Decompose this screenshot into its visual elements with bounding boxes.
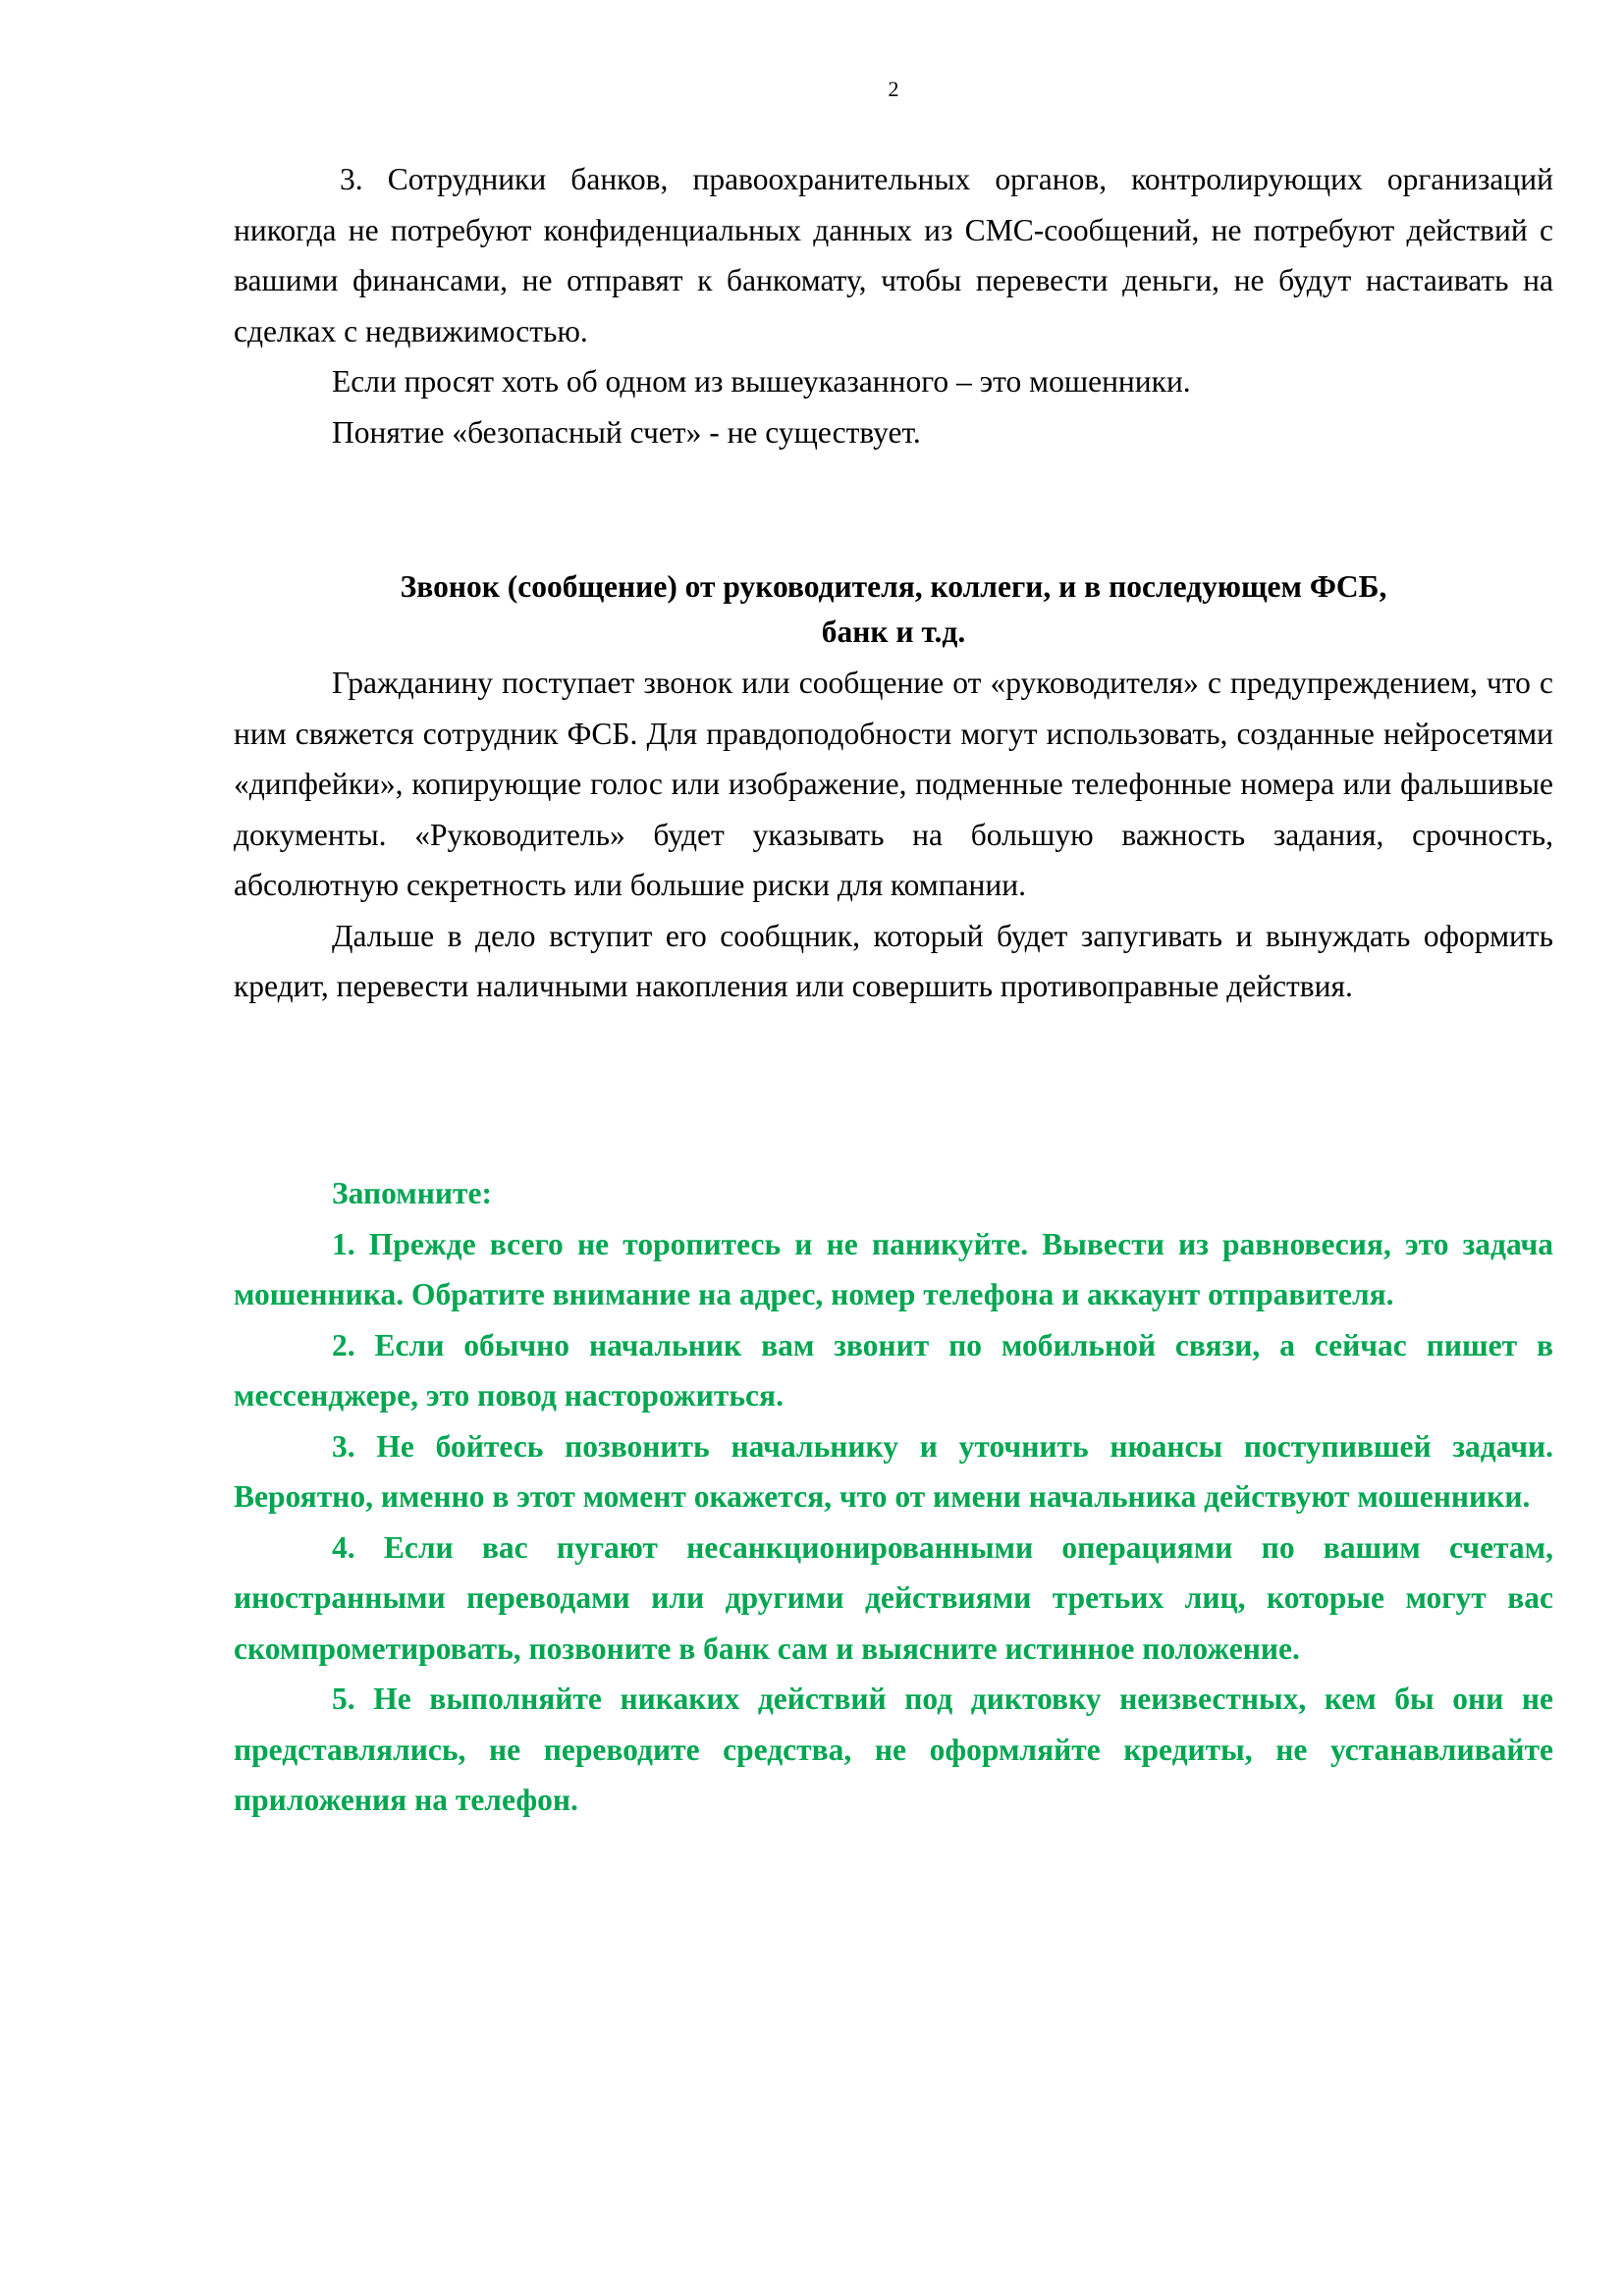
remember-title: Запомните: (332, 1176, 492, 1210)
section-heading-line-1: Звонок (сообщение) от руководителя, коллеги, и в последующем ФСБ, (400, 569, 1387, 604)
remember-item-3: 3. Не бойтесь позвонить начальнику и уточнить нюансы поступившей задачи. Вероятно, именно в этот момент окажется, что от имени начальника действуют мошенники. (234, 1428, 1553, 1514)
remember-section (234, 1168, 1553, 1826)
section-heading-line-2: банк и т.д. (821, 614, 966, 649)
intro-section (234, 154, 1553, 457)
section-heading (234, 564, 1553, 655)
section-paragraph-2: Дальше в дело вступит его сообщник, который будет запугивать и вынуждать оформить кредит, перевести наличными накопления или совершить противоправные действия. (234, 918, 1553, 1003)
remember-item-4: 4. Если вас пугают несанкционированными операциями по вашим счетам, иностранными переводами или другими действиями третьих лиц, которые могут вас скомпрометировать, позвоните в банк сам и выясните истинное положение. (234, 1529, 1553, 1666)
remember-item-5: 5. Не выполняйте никаких действий под диктовку неизвестных, кем бы они не представлялись, не переводите средства, не оформляйте кредиты, не устанавливайте приложения на телефон. (234, 1682, 1553, 1817)
page-number: 2 (888, 77, 899, 101)
intro-paragraph-3: Понятие «безопасный счет» - не существует. (332, 414, 921, 450)
section-body (234, 658, 1553, 1012)
section-paragraph-1: Гражданину поступает звонок или сообщение от «руководителя» с предупреждением, что с ним свяжется сотрудник ФСБ. Для правдоподобности могут использовать, созданные нейросетями «дипфейки», копирующие голос или изображение, подменные телефонные номера или фальшивые документы. «Руководитель» будет указывать на большую важность задания, срочность, абсолютную секретность или большие риски для компании. (234, 666, 1553, 902)
intro-paragraph-2: Если просят хоть об одном из вышеуказанного – это мошенники. (332, 364, 1191, 399)
remember-item-1: 1. Прежде всего не торопитесь и не паникуйте. Вывести из равновесия, это задача мошенника. Обратите внимание на адрес, номер телефона и аккаунт отправителя. (234, 1226, 1553, 1311)
intro-paragraph-1: 3. Сотрудники банков, правоохранительных органов, контролирующих организаций никогда не потребуют конфиденциальных данных из СМС-сообщений, не потребуют действий с вашими финансами, не отправят к банкомату, чтобы перевести деньги, не будут настаивать на сделках с недвижимостью. (234, 162, 1553, 348)
remember-item-2: 2. Если обычно начальник вам звонит по мобильной связи, а сейчас пишет в мессенджере, это повод насторожиться. (234, 1327, 1553, 1413)
